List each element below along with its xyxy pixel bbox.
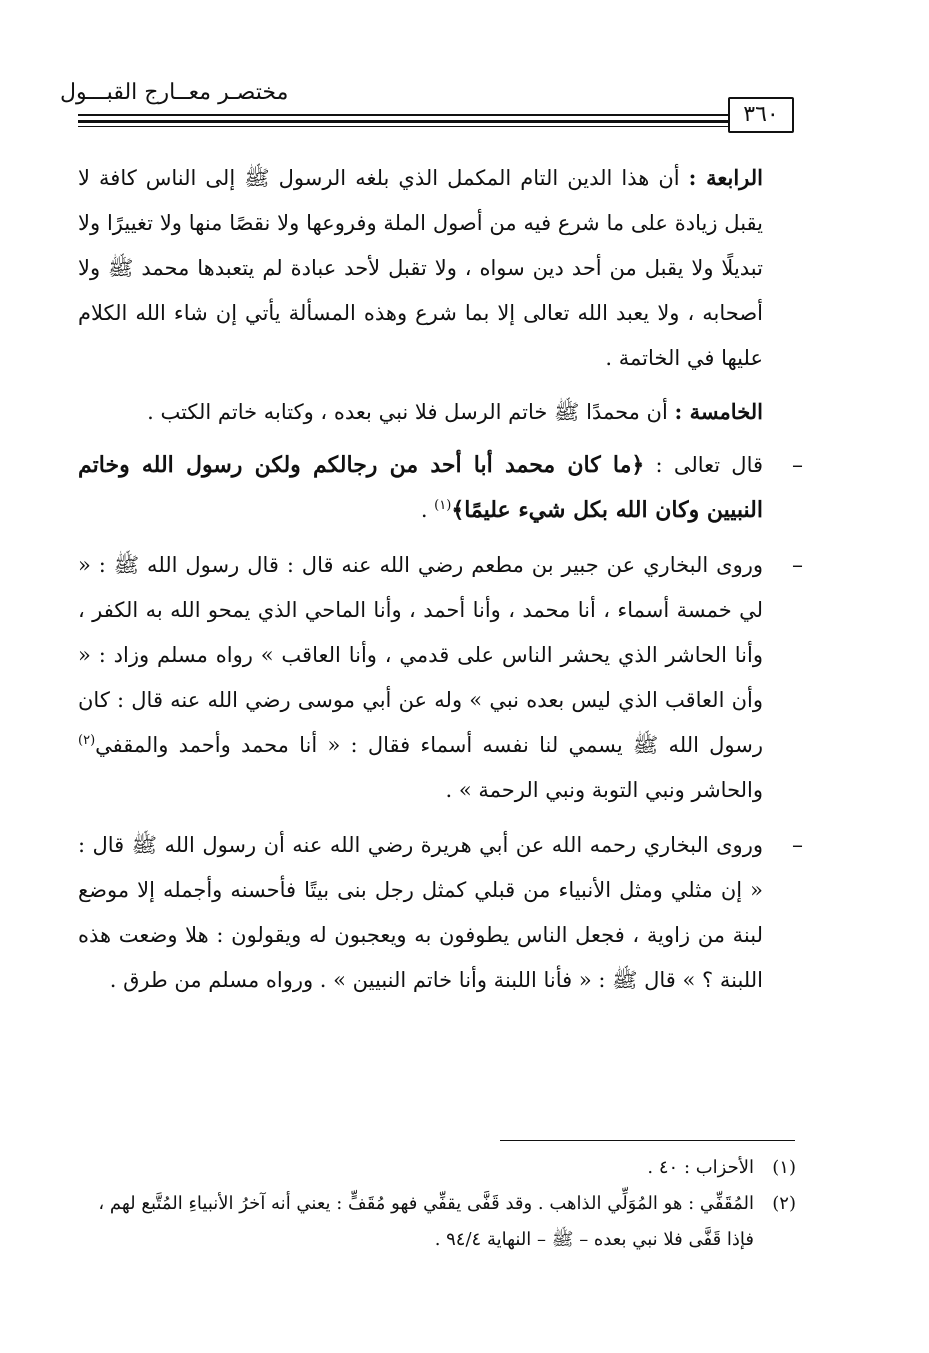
footnote-item [90, 1186, 796, 1258]
running-header-title [60, 80, 360, 105]
hadith-text-b: والحاشر ونبي التوبة ونبي الرحمة » . [445, 778, 763, 802]
footnote-item [90, 1150, 796, 1186]
header-rule-bottom [78, 126, 728, 127]
footnote-number: (٢) [772, 1193, 796, 1214]
book-title: مختصـر معــارج القبـــول [60, 80, 289, 105]
bullet-dash: – [792, 833, 803, 858]
bullet-hadith-names [78, 543, 803, 813]
hadith-text-a: وروى البخاري عن جبير بن مطعم رضي الله عنه قال : قال رسول الله ﷺ : « لي خمسة أسماء ، أنا محمد ، وأنا أحمد ، وأنا الماحي الذي يمحو الله به الكفر ، وأنا الحاشر الذي يحشر الناس على قدمي ، وأنا العاقب » رواه مسلم وزاد : « وأن العاقب الذي ليس بعده نبي » وله عن أبي موسى رضي الله عنه قال : كان رسول الله ﷺ يسمي لنا نفسه أسماء فقال : « أنا محمد وأحمد والمقفي [78, 553, 763, 757]
footnote-text: المُقَفِّي : هو المُوَلِّي الذاهب . وقد قَفَّى يقفِّي فهو مُقَفٍّ : يعني أنه آخرُ الأنبياءِ المُتَّبع لهم ، فإذا قَفَّى فلا نبي بعده – ﷺ – النهاية ٩٤/٤ . [98, 1193, 754, 1250]
footnote-ref-1: (١) [434, 498, 452, 513]
footnote-text: الأحزاب : ٤٠ . [647, 1157, 754, 1178]
page-number: ٣٦٠ [728, 97, 794, 133]
footnote-ref-2: (٢) [78, 733, 96, 748]
paragraph-text-fifth: أن محمدًا ﷺ خاتم الرسل فلا نبي بعده ، وكتابه خاتم الكتب . [147, 400, 675, 424]
bullet-hadith-brick [78, 823, 803, 1003]
hadith-text: وروى البخاري رحمه الله عن أبي هريرة رضي الله عنه أن رسول الله ﷺ قال : « إن مثلي ومثل الأنبياء من قبلي كمثل رجل بنى بيتًا فأحسنه وأجمله إلا موضع لبنة من زاوية ، فجعل الناس يطوفون به ويعجبون له ويقولون : هلا وضعت هذه اللبنة ؟ » قال ﷺ : « فأنا اللبنة وأنا خاتم النبيين » . ورواه مسلم من طرق . [78, 833, 763, 992]
footnote-separator [500, 1140, 795, 1141]
paragraph-text-fourth: أن هذا الدين التام المكمل الذي بلغه الرسول ﷺ إلى الناس كافة لا يقبل زيادة على ما شرع فيه من أصول الملة وفروعها ولا نقصًا منها ولا تغييرًا ولا تبديلًا ولا يقبل من أحد دين سواه ، ولا تقبل لأحد عبادة لم يتعبدها محمد ﷺ ولا أصحابه ، ولا يعبد الله تعالى إلا بما شرع وهذه المسألة يأتي إن شاء الله الكلام عليها في الخاتمة . [78, 166, 763, 370]
paragraph-lead-fourth: الرابعة : [688, 165, 763, 190]
paragraph-lead-fifth: الخامسة : [674, 399, 763, 424]
footnotes [90, 1150, 796, 1258]
bullet-quran-verse [78, 443, 803, 533]
paragraph-fourth [78, 155, 763, 381]
bullet-dash: – [792, 453, 803, 478]
quran-verse: ﴿ما كان محمد أبا أحد من رجالكم ولكن رسول الله وخاتم النبيين وكان الله بكل شيء عليمًا﴾ [78, 452, 763, 523]
header-rule-middle [78, 120, 728, 123]
bullet-dash: – [792, 553, 803, 578]
main-text [78, 155, 803, 1013]
verse-intro: قال تعالى : [644, 453, 763, 477]
verse-end: . [420, 498, 435, 522]
footnote-number: (١) [772, 1157, 796, 1178]
paragraph-fifth [78, 389, 763, 435]
header-rule-top [78, 114, 728, 116]
